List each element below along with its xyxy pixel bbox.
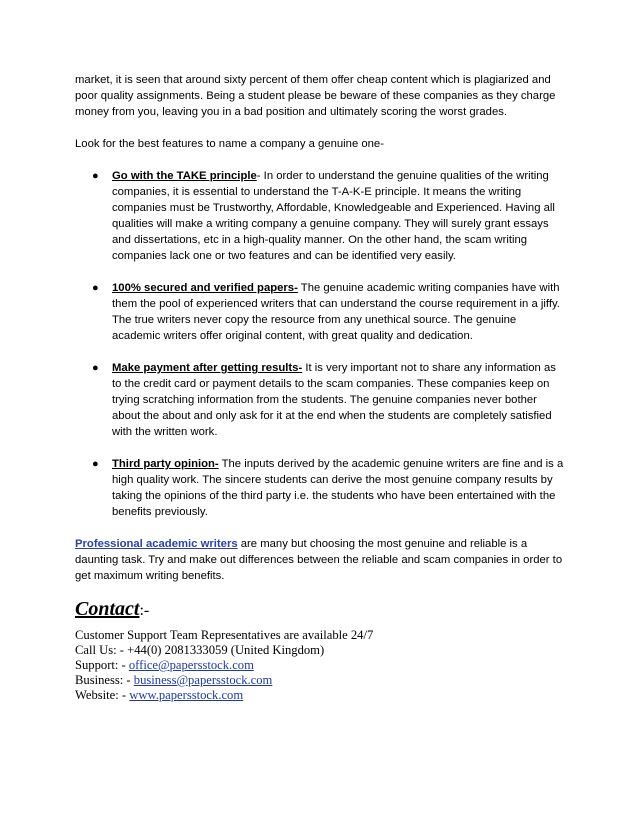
spacer xyxy=(75,120,565,136)
list-item xyxy=(75,360,565,440)
website-line xyxy=(75,688,565,703)
bullet-heading: Go with the TAKE principle xyxy=(112,170,257,182)
bullet-text: It is very important not to share any information as to the credit card or payment details to the scam companies. These companies keep on trying scratching information from the students. The genuine companies never bother about the about and only ask for it at the end when the students are completely satisfied with the written work. xyxy=(112,362,556,438)
bullet-heading: Make payment after getting results- xyxy=(112,362,303,374)
website-label: Website: - xyxy=(75,688,130,702)
spacer xyxy=(75,152,565,168)
contact-section xyxy=(75,596,565,703)
business-line xyxy=(75,673,565,688)
bullet-icon: ● xyxy=(92,282,99,294)
bullet-icon: ● xyxy=(92,170,99,182)
contact-title: Contact xyxy=(75,598,140,620)
business-email-link[interactable]: business@papersstock.com xyxy=(133,673,273,687)
call-text: Call Us: - +44(0) 2081333059 (United Kingdom) xyxy=(75,643,325,657)
intro-paragraph: market, it is seen that around sixty percent of them offer cheap content which is plagiarized and poor quality assignments. Being a student please be beware of these companies as they charge money from you, leaving you in a bad position and ultimately scoring the worst grades. xyxy=(75,74,556,118)
bullet-text: The genuine academic writing companies have with them the pool of experienced writers that can understand the course requirement in a jiffy. The true writers never copy the resource from any unethical source. The genuine academic writers offer original content, with great quality and dedication. xyxy=(112,282,560,342)
lead-paragraph: Look for the best features to name a company a genuine one- xyxy=(75,138,384,150)
website-link[interactable]: www.papersstock.com xyxy=(129,688,244,702)
availability-text: Customer Support Team Representatives are available 24/7 xyxy=(75,628,374,642)
bullet-heading: Third party opinion- xyxy=(112,458,219,470)
bullet-text: The inputs derived by the academic genuine writers are fine and is a high quality work. The sincere students can derive the most genuine company results by taking the opinions of the third party i.e. the students who have been entertained with the benefits previously. xyxy=(112,458,564,518)
list-item xyxy=(75,168,565,264)
business-label: Business: - xyxy=(75,673,134,687)
contact-title-suffix: :- xyxy=(139,602,150,619)
contact-heading xyxy=(75,596,565,624)
bullet-icon: ● xyxy=(92,362,99,374)
closing-text: are many but choosing the most genuine and reliable is a daunting task. Try and make out differences between the reliable and scam companies in order to get maximum writing benefits. xyxy=(75,538,563,582)
closing-paragraph xyxy=(75,536,565,584)
support-email-link[interactable]: office@papersstock.com xyxy=(128,658,254,672)
professional-writers-link[interactable]: Professional academic writers xyxy=(75,538,238,550)
support-label: Support: - xyxy=(75,658,129,672)
bullet-icon: ● xyxy=(92,458,99,470)
document-body xyxy=(75,72,565,703)
bullet-heading: 100% secured and verified papers- xyxy=(112,282,298,294)
list-item xyxy=(75,456,565,520)
bullet-text: - In order to understand the genuine qualities of the writing companies, it is essential to understand the T-A-K-E principle. It means the writing companies must be Trustworthy, Affordable, Knowledgeable and Experienced. Having all qualities will make a writing company a genuine company. They will surely grant essays and dissertations, etc in a high-quality manner. On the other hand, the scam writing companies lack one or two features and can be identified very easily. xyxy=(112,170,555,262)
list-item xyxy=(75,280,565,344)
feature-list xyxy=(75,168,565,520)
support-line xyxy=(75,658,565,673)
